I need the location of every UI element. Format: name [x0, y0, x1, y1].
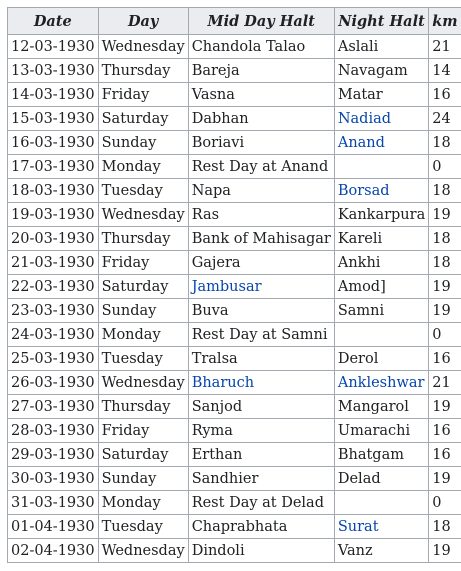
table-row: [8, 395, 461, 419]
night-halt-cell: Mangarol: [334, 395, 428, 419]
night-halt-cell: Samni: [334, 299, 428, 323]
mid-day-halt-cell: Rest Day at Anand: [188, 155, 334, 179]
mid-day-halt-cell: Erthan: [188, 443, 334, 467]
mid-day-halt-cell: Boriavi: [188, 131, 334, 155]
day-cell: Wednesday: [98, 203, 188, 227]
night-halt-cell[interactable]: Anand: [334, 131, 428, 155]
night-halt-cell: Navagam: [334, 59, 428, 83]
night-halt-cell: [334, 155, 428, 179]
mid-day-halt-cell: Rest Day at Samni: [188, 323, 334, 347]
km-cell: 18: [429, 515, 461, 539]
march-itinerary-table: [7, 7, 461, 563]
date-cell: 28-03-1930: [8, 419, 99, 443]
km-cell: 16: [429, 443, 461, 467]
date-cell: 17-03-1930: [8, 155, 99, 179]
mid-day-halt-cell[interactable]: Jambusar: [188, 275, 334, 299]
mid-day-halt-cell: Gajera: [188, 251, 334, 275]
date-cell: 26-03-1930: [8, 371, 99, 395]
table-row: [8, 275, 461, 299]
column-header-day: Day: [98, 8, 188, 35]
km-cell: 19: [429, 203, 461, 227]
table-row: [8, 155, 461, 179]
mid-day-halt-cell: Dindoli: [188, 539, 334, 563]
table-row: [8, 35, 461, 59]
date-cell: 14-03-1930: [8, 83, 99, 107]
table-row: [8, 347, 461, 371]
day-cell: Thursday: [98, 59, 188, 83]
mid-day-halt-cell: Chaprabhata: [188, 515, 334, 539]
km-cell: 18: [429, 131, 461, 155]
day-cell: Thursday: [98, 395, 188, 419]
mid-day-halt-cell: Chandola Talao: [188, 35, 334, 59]
mid-day-halt-cell: Ras: [188, 203, 334, 227]
day-cell: Wednesday: [98, 371, 188, 395]
table-row: [8, 323, 461, 347]
km-cell: 18: [429, 227, 461, 251]
night-halt-cell: [334, 491, 428, 515]
table-row: [8, 299, 461, 323]
day-cell: Thursday: [98, 227, 188, 251]
night-halt-cell: Aslali: [334, 35, 428, 59]
km-cell: 19: [429, 539, 461, 563]
day-cell: Wednesday: [98, 539, 188, 563]
date-cell: 27-03-1930: [8, 395, 99, 419]
table-row: [8, 83, 461, 107]
date-cell: 25-03-1930: [8, 347, 99, 371]
table-row: [8, 227, 461, 251]
km-cell: 19: [429, 467, 461, 491]
date-cell: 22-03-1930: [8, 275, 99, 299]
day-cell: Sunday: [98, 131, 188, 155]
km-cell: 0: [429, 155, 461, 179]
km-cell: 0: [429, 491, 461, 515]
mid-day-halt-cell: Rest Day at Delad: [188, 491, 334, 515]
night-halt-cell: Ankhi: [334, 251, 428, 275]
day-cell: Tuesday: [98, 515, 188, 539]
km-cell: 21: [429, 35, 461, 59]
table-row: [8, 491, 461, 515]
km-cell: 16: [429, 347, 461, 371]
mid-day-halt-cell: Vasna: [188, 83, 334, 107]
date-cell: 20-03-1930: [8, 227, 99, 251]
night-halt-cell: Kareli: [334, 227, 428, 251]
date-cell: 16-03-1930: [8, 131, 99, 155]
date-cell: 12-03-1930: [8, 35, 99, 59]
date-cell: 19-03-1930: [8, 203, 99, 227]
table-row: [8, 203, 461, 227]
mid-day-halt-cell: Sandhier: [188, 467, 334, 491]
date-cell: 29-03-1930: [8, 443, 99, 467]
day-cell: Friday: [98, 251, 188, 275]
mid-day-halt-cell: Bareja: [188, 59, 334, 83]
mid-day-halt-cell: Tralsa: [188, 347, 334, 371]
night-halt-cell: Derol: [334, 347, 428, 371]
day-cell: Saturday: [98, 107, 188, 131]
km-cell: 19: [429, 275, 461, 299]
day-cell: Monday: [98, 323, 188, 347]
column-header-mid-day-halt: Mid Day Halt: [188, 8, 334, 35]
day-cell: Saturday: [98, 443, 188, 467]
km-cell: 14: [429, 59, 461, 83]
day-cell: Friday: [98, 419, 188, 443]
date-cell: 13-03-1930: [8, 59, 99, 83]
night-halt-cell[interactable]: Nadiad: [334, 107, 428, 131]
km-cell: 0: [429, 323, 461, 347]
table-row: [8, 467, 461, 491]
km-cell: 19: [429, 299, 461, 323]
day-cell: Monday: [98, 491, 188, 515]
table-row: [8, 515, 461, 539]
date-cell: 21-03-1930: [8, 251, 99, 275]
day-cell: Monday: [98, 155, 188, 179]
mid-day-halt-cell: Napa: [188, 179, 334, 203]
date-cell: 31-03-1930: [8, 491, 99, 515]
km-cell: 16: [429, 83, 461, 107]
date-cell: 15-03-1930: [8, 107, 99, 131]
table-row: [8, 371, 461, 395]
night-halt-cell[interactable]: Ankleshwar: [334, 371, 428, 395]
table-row: [8, 131, 461, 155]
table-row: [8, 539, 461, 563]
mid-day-halt-cell[interactable]: Bharuch: [188, 371, 334, 395]
header-row: [8, 8, 461, 35]
day-cell: Saturday: [98, 275, 188, 299]
night-halt-cell: Delad: [334, 467, 428, 491]
day-cell: Friday: [98, 83, 188, 107]
km-cell: 21: [429, 371, 461, 395]
day-cell: Tuesday: [98, 179, 188, 203]
table-row: [8, 251, 461, 275]
date-cell: 23-03-1930: [8, 299, 99, 323]
night-halt-cell[interactable]: Surat: [334, 515, 428, 539]
night-halt-cell: [334, 323, 428, 347]
day-cell: Sunday: [98, 467, 188, 491]
table-row: [8, 107, 461, 131]
table-row: [8, 179, 461, 203]
km-cell: 24: [429, 107, 461, 131]
day-cell: Wednesday: [98, 35, 188, 59]
km-cell: 18: [429, 179, 461, 203]
mid-day-halt-cell: Bank of Mahisagar: [188, 227, 334, 251]
mid-day-halt-cell: Dabhan: [188, 107, 334, 131]
night-halt-cell: Amod]: [334, 275, 428, 299]
date-cell: 30-03-1930: [8, 467, 99, 491]
column-header-night-halt: Night Halt: [334, 8, 428, 35]
date-cell: 02-04-1930: [8, 539, 99, 563]
date-cell: 18-03-1930: [8, 179, 99, 203]
table-row: [8, 59, 461, 83]
km-cell: 19: [429, 395, 461, 419]
table-row: [8, 419, 461, 443]
table-row: [8, 443, 461, 467]
night-halt-cell: Bhatgam: [334, 443, 428, 467]
column-header-date: Date: [8, 8, 99, 35]
night-halt-cell: Kankarpura: [334, 203, 428, 227]
mid-day-halt-cell: Buva: [188, 299, 334, 323]
night-halt-cell: Vanz: [334, 539, 428, 563]
date-cell: 01-04-1930: [8, 515, 99, 539]
mid-day-halt-cell: Sanjod: [188, 395, 334, 419]
night-halt-cell: Matar: [334, 83, 428, 107]
column-header-km: km: [429, 8, 461, 35]
night-halt-cell[interactable]: Borsad: [334, 179, 428, 203]
mid-day-halt-cell: Ryma: [188, 419, 334, 443]
day-cell: Sunday: [98, 299, 188, 323]
km-cell: 18: [429, 251, 461, 275]
day-cell: Tuesday: [98, 347, 188, 371]
night-halt-cell: Umarachi: [334, 419, 428, 443]
date-cell: 24-03-1930: [8, 323, 99, 347]
km-cell: 16: [429, 419, 461, 443]
